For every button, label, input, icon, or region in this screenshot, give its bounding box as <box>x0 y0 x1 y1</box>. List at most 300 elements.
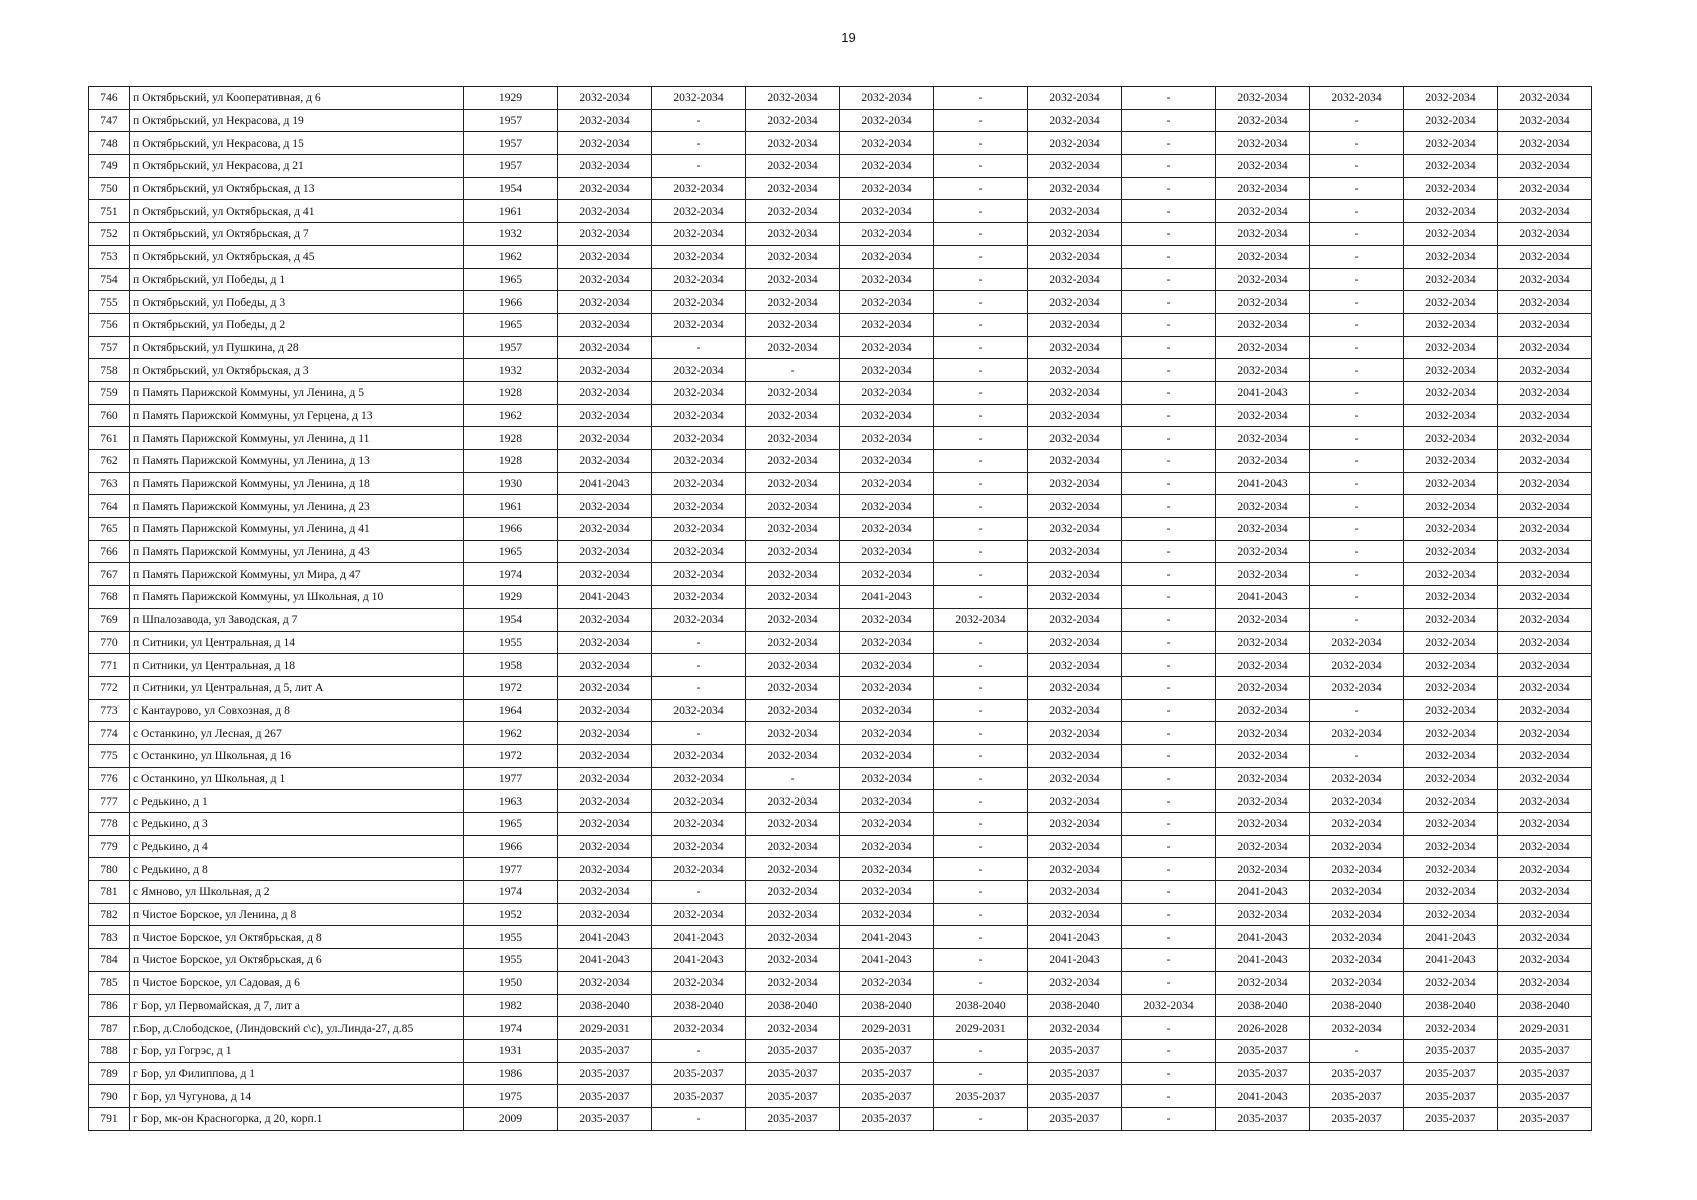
year-cell: 1929 <box>464 586 558 609</box>
period-cell: - <box>934 654 1028 677</box>
period-cell: 2032-2034 <box>558 450 652 473</box>
period-cell: 2032-2034 <box>1310 767 1404 790</box>
period-cell: 2032-2034 <box>746 313 840 336</box>
year-cell: 1977 <box>464 767 558 790</box>
period-cell: 2032-2034 <box>1404 427 1498 450</box>
period-cell: - <box>1122 744 1216 767</box>
period-cell: 2032-2034 <box>1216 518 1310 541</box>
period-cell: 2032-2034 <box>1216 427 1310 450</box>
period-cell: 2026-2028 <box>1216 1017 1310 1040</box>
period-cell: 2032-2034 <box>840 427 934 450</box>
address-cell: п Октябрьский, ул Победы, д 1 <box>130 268 464 291</box>
period-cell: 2032-2034 <box>1028 291 1122 314</box>
period-cell: 2032-2034 <box>1028 427 1122 450</box>
period-cell: 2032-2034 <box>1404 722 1498 745</box>
period-cell: - <box>652 654 746 677</box>
period-cell: - <box>1122 404 1216 427</box>
period-cell: 2035-2037 <box>558 1039 652 1062</box>
period-cell: 2032-2034 <box>746 971 840 994</box>
table-row <box>89 631 1592 654</box>
period-cell: 2032-2034 <box>652 540 746 563</box>
period-cell: 2035-2037 <box>652 1062 746 1085</box>
period-cell: 2032-2034 <box>1498 245 1592 268</box>
period-cell: 2032-2034 <box>746 427 840 450</box>
period-cell: 2032-2034 <box>652 518 746 541</box>
period-cell: - <box>1122 87 1216 110</box>
period-cell: 2035-2037 <box>840 1085 934 1108</box>
period-cell: 2032-2034 <box>746 540 840 563</box>
period-cell: 2032-2034 <box>1498 676 1592 699</box>
period-cell: - <box>934 313 1028 336</box>
period-cell: 2032-2034 <box>840 268 934 291</box>
period-cell: - <box>934 268 1028 291</box>
period-cell: 2032-2034 <box>1310 926 1404 949</box>
period-cell: - <box>1122 608 1216 631</box>
period-cell: 2032-2034 <box>652 268 746 291</box>
period-cell: 2032-2034 <box>1498 336 1592 359</box>
period-cell: 2032-2034 <box>746 1017 840 1040</box>
period-cell: 2032-2034 <box>746 722 840 745</box>
period-cell: 2032-2034 <box>1216 813 1310 836</box>
period-cell: 2029-2031 <box>934 1017 1028 1040</box>
period-cell: 2032-2034 <box>1310 881 1404 904</box>
period-cell: 2032-2034 <box>1498 722 1592 745</box>
period-cell: 2035-2037 <box>1310 1085 1404 1108</box>
period-cell: 2032-2034 <box>746 654 840 677</box>
period-cell: 2032-2034 <box>558 858 652 881</box>
period-cell: 2032-2034 <box>558 313 652 336</box>
period-cell: 2032-2034 <box>840 245 934 268</box>
address-cell: с Редькино, д 1 <box>130 790 464 813</box>
year-cell: 1950 <box>464 971 558 994</box>
table-row <box>89 450 1592 473</box>
period-cell: 2032-2034 <box>746 676 840 699</box>
year-cell: 1962 <box>464 404 558 427</box>
row-number-cell: 780 <box>89 858 130 881</box>
period-cell: 2032-2034 <box>1028 676 1122 699</box>
period-cell: - <box>934 1039 1028 1062</box>
table-row <box>89 608 1592 631</box>
period-cell: - <box>1310 518 1404 541</box>
period-cell: 2032-2034 <box>1310 722 1404 745</box>
address-cell: п Октябрьский, ул Октябрьская, д 41 <box>130 200 464 223</box>
period-cell: - <box>934 676 1028 699</box>
period-cell: 2032-2034 <box>1216 313 1310 336</box>
row-number-cell: 782 <box>89 903 130 926</box>
year-cell: 1974 <box>464 881 558 904</box>
period-cell: - <box>934 790 1028 813</box>
period-cell: - <box>1122 835 1216 858</box>
period-cell: 2038-2040 <box>746 994 840 1017</box>
period-cell: 2032-2034 <box>1404 744 1498 767</box>
period-cell: 2032-2034 <box>1404 654 1498 677</box>
period-cell: 2032-2034 <box>1404 381 1498 404</box>
period-cell: 2035-2037 <box>746 1085 840 1108</box>
period-cell: 2035-2037 <box>746 1039 840 1062</box>
period-cell: 2035-2037 <box>1404 1085 1498 1108</box>
period-cell: 2032-2034 <box>558 87 652 110</box>
period-cell: 2032-2034 <box>1216 608 1310 631</box>
year-cell: 1966 <box>464 518 558 541</box>
period-cell: 2032-2034 <box>1028 472 1122 495</box>
period-cell: 2041-2043 <box>652 949 746 972</box>
table-row <box>89 1062 1592 1085</box>
period-cell: - <box>1122 881 1216 904</box>
period-cell: 2032-2034 <box>840 472 934 495</box>
period-cell: 2035-2037 <box>1028 1085 1122 1108</box>
year-cell: 1930 <box>464 472 558 495</box>
period-cell: - <box>1310 177 1404 200</box>
year-cell: 1964 <box>464 699 558 722</box>
period-cell: 2032-2034 <box>1028 835 1122 858</box>
period-cell: 2032-2034 <box>558 404 652 427</box>
address-cell: п Октябрьский, ул Октябрьская, д 13 <box>130 177 464 200</box>
period-cell: 2032-2034 <box>1404 563 1498 586</box>
period-cell: 2032-2034 <box>746 200 840 223</box>
period-cell: 2041-2043 <box>1404 926 1498 949</box>
period-cell: 2032-2034 <box>558 676 652 699</box>
period-cell: 2032-2034 <box>1310 903 1404 926</box>
period-cell: 2032-2034 <box>1028 381 1122 404</box>
period-cell: 2032-2034 <box>1028 132 1122 155</box>
period-cell: 2032-2034 <box>1216 109 1310 132</box>
period-cell: - <box>1310 359 1404 382</box>
period-cell: - <box>934 1062 1028 1085</box>
period-cell: 2032-2034 <box>652 381 746 404</box>
year-cell: 1974 <box>464 563 558 586</box>
row-number-cell: 785 <box>89 971 130 994</box>
period-cell: 2032-2034 <box>652 291 746 314</box>
table-row <box>89 903 1592 926</box>
period-cell: 2032-2034 <box>652 472 746 495</box>
period-cell: 2038-2040 <box>840 994 934 1017</box>
row-number-cell: 754 <box>89 268 130 291</box>
period-cell: 2032-2034 <box>558 155 652 178</box>
period-cell: 2032-2034 <box>1028 563 1122 586</box>
table-row <box>89 359 1592 382</box>
period-cell: 2032-2034 <box>1028 858 1122 881</box>
period-cell: 2032-2034 <box>1216 200 1310 223</box>
address-cell: п Память Парижской Коммуны, ул Ленина, д 13 <box>130 450 464 473</box>
row-number-cell: 771 <box>89 654 130 677</box>
period-cell: 2032-2034 <box>1498 223 1592 246</box>
address-cell: п Память Парижской Коммуны, ул Ленина, д 5 <box>130 381 464 404</box>
period-cell: 2032-2034 <box>746 472 840 495</box>
period-cell: 2032-2034 <box>746 450 840 473</box>
period-cell: 2032-2034 <box>652 699 746 722</box>
period-cell: 2032-2034 <box>840 654 934 677</box>
table-row <box>89 540 1592 563</box>
period-cell: - <box>1122 926 1216 949</box>
period-cell: 2032-2034 <box>1028 177 1122 200</box>
address-cell: с Редькино, д 3 <box>130 813 464 836</box>
period-cell: 2035-2037 <box>1498 1107 1592 1130</box>
period-cell: 2041-2043 <box>840 586 934 609</box>
year-cell: 1961 <box>464 495 558 518</box>
period-cell: - <box>1310 291 1404 314</box>
period-cell: 2038-2040 <box>652 994 746 1017</box>
period-cell: 2032-2034 <box>1404 813 1498 836</box>
period-cell: 2032-2034 <box>652 87 746 110</box>
period-cell: 2032-2034 <box>558 881 652 904</box>
period-cell: 2041-2043 <box>558 586 652 609</box>
period-cell: 2032-2034 <box>1310 835 1404 858</box>
table-row <box>89 177 1592 200</box>
period-cell: 2029-2031 <box>558 1017 652 1040</box>
period-cell: 2032-2034 <box>558 359 652 382</box>
period-cell: - <box>652 336 746 359</box>
period-cell: 2035-2037 <box>1498 1085 1592 1108</box>
table-row <box>89 858 1592 881</box>
period-cell: - <box>934 971 1028 994</box>
period-cell: - <box>1310 268 1404 291</box>
period-cell: - <box>934 87 1028 110</box>
period-cell: 2032-2034 <box>1216 404 1310 427</box>
period-cell: 2032-2034 <box>1404 109 1498 132</box>
address-cell: п Октябрьский, ул Октябрьская, д 7 <box>130 223 464 246</box>
period-cell: 2032-2034 <box>1028 586 1122 609</box>
year-cell: 1977 <box>464 858 558 881</box>
period-cell: - <box>934 926 1028 949</box>
period-cell: 2032-2034 <box>1404 336 1498 359</box>
period-cell: 2032-2034 <box>1028 87 1122 110</box>
period-cell: 2032-2034 <box>1310 87 1404 110</box>
period-cell: 2032-2034 <box>1404 790 1498 813</box>
row-number-cell: 761 <box>89 427 130 450</box>
period-cell: - <box>1310 109 1404 132</box>
period-cell: 2032-2034 <box>1310 676 1404 699</box>
period-cell: 2032-2034 <box>840 790 934 813</box>
period-cell: 2032-2034 <box>1498 790 1592 813</box>
address-cell: п Шпалозавода, ул Заводская, д 7 <box>130 608 464 631</box>
period-cell: 2032-2034 <box>652 359 746 382</box>
period-cell: 2032-2034 <box>1404 450 1498 473</box>
period-cell: 2032-2034 <box>1404 268 1498 291</box>
period-cell: - <box>1122 336 1216 359</box>
period-cell: 2032-2034 <box>1028 540 1122 563</box>
period-cell: 2032-2034 <box>1310 790 1404 813</box>
period-cell: 2032-2034 <box>1310 631 1404 654</box>
period-cell: 2032-2034 <box>558 699 652 722</box>
year-cell: 1965 <box>464 813 558 836</box>
address-cell: п Октябрьский, ул Некрасова, д 15 <box>130 132 464 155</box>
period-cell: - <box>934 200 1028 223</box>
row-number-cell: 756 <box>89 313 130 336</box>
row-number-cell: 784 <box>89 949 130 972</box>
year-cell: 1972 <box>464 744 558 767</box>
period-cell: 2032-2034 <box>840 359 934 382</box>
period-cell: 2032-2034 <box>1216 903 1310 926</box>
table-row <box>89 427 1592 450</box>
period-cell: 2032-2034 <box>1216 744 1310 767</box>
address-cell: п Октябрьский, ул Некрасова, д 19 <box>130 109 464 132</box>
period-cell: 2032-2034 <box>840 835 934 858</box>
period-cell: 2032-2034 <box>840 177 934 200</box>
period-cell: 2035-2037 <box>652 1085 746 1108</box>
period-cell: 2032-2034 <box>652 903 746 926</box>
period-cell: 2032-2034 <box>840 903 934 926</box>
table-row <box>89 495 1592 518</box>
period-cell: 2032-2034 <box>746 858 840 881</box>
period-cell: 2032-2034 <box>746 926 840 949</box>
period-cell: 2032-2034 <box>1498 586 1592 609</box>
period-cell: 2032-2034 <box>746 744 840 767</box>
period-cell: 2032-2034 <box>1498 540 1592 563</box>
period-cell: 2032-2034 <box>1404 608 1498 631</box>
period-cell: 2032-2034 <box>746 699 840 722</box>
period-cell: 2032-2034 <box>1028 268 1122 291</box>
period-cell: - <box>1122 813 1216 836</box>
period-cell: - <box>1122 540 1216 563</box>
table-row <box>89 994 1592 1017</box>
period-cell: 2032-2034 <box>840 722 934 745</box>
address-cell: п Ситники, ул Центральная, д 14 <box>130 631 464 654</box>
period-cell: - <box>1122 699 1216 722</box>
row-number-cell: 764 <box>89 495 130 518</box>
period-cell: 2032-2034 <box>1028 109 1122 132</box>
period-cell: 2032-2034 <box>652 563 746 586</box>
period-cell: 2035-2037 <box>1404 1039 1498 1062</box>
year-cell: 1972 <box>464 676 558 699</box>
period-cell: 2035-2037 <box>746 1062 840 1085</box>
period-cell: 2032-2034 <box>1498 971 1592 994</box>
row-number-cell: 748 <box>89 132 130 155</box>
period-cell: - <box>1310 450 1404 473</box>
period-cell: 2035-2037 <box>558 1062 652 1085</box>
period-cell: 2041-2043 <box>840 926 934 949</box>
period-cell: 2032-2034 <box>1404 472 1498 495</box>
address-cell: п Октябрьский, ул Кооперативная, д 6 <box>130 87 464 110</box>
period-cell: - <box>934 132 1028 155</box>
period-cell: 2032-2034 <box>840 109 934 132</box>
table-row <box>89 926 1592 949</box>
period-cell: 2032-2034 <box>1498 155 1592 178</box>
period-cell: 2032-2034 <box>1028 336 1122 359</box>
table-row <box>89 744 1592 767</box>
table-row <box>89 835 1592 858</box>
period-cell: 2032-2034 <box>1404 223 1498 246</box>
period-cell: 2032-2034 <box>1028 744 1122 767</box>
year-cell: 1955 <box>464 926 558 949</box>
period-cell: 2032-2034 <box>840 495 934 518</box>
period-cell: - <box>1122 722 1216 745</box>
table-row <box>89 268 1592 291</box>
period-cell: - <box>1310 744 1404 767</box>
period-cell: - <box>1122 767 1216 790</box>
row-number-cell: 750 <box>89 177 130 200</box>
period-cell: 2032-2034 <box>1498 132 1592 155</box>
period-cell: 2032-2034 <box>1216 450 1310 473</box>
address-cell: с Редькино, д 4 <box>130 835 464 858</box>
period-cell: 2029-2031 <box>1498 1017 1592 1040</box>
period-cell: 2032-2034 <box>840 87 934 110</box>
period-cell: 2035-2037 <box>1216 1107 1310 1130</box>
row-number-cell: 746 <box>89 87 130 110</box>
period-cell: 2032-2034 <box>652 835 746 858</box>
period-cell: - <box>1122 1039 1216 1062</box>
table-row <box>89 109 1592 132</box>
period-cell: 2041-2043 <box>1216 381 1310 404</box>
period-cell: 2032-2034 <box>652 971 746 994</box>
period-cell: - <box>1310 586 1404 609</box>
address-cell: п Память Парижской Коммуны, ул Школьная, д 10 <box>130 586 464 609</box>
period-cell: 2032-2034 <box>558 109 652 132</box>
period-cell: 2032-2034 <box>746 109 840 132</box>
address-cell: с Останкино, ул Школьная, д 16 <box>130 744 464 767</box>
period-cell: 2032-2034 <box>652 223 746 246</box>
period-cell: 2032-2034 <box>1404 881 1498 904</box>
row-number-cell: 775 <box>89 744 130 767</box>
period-cell: - <box>1122 790 1216 813</box>
table-row <box>89 1017 1592 1040</box>
period-cell: 2032-2034 <box>1498 767 1592 790</box>
period-cell: 2032-2034 <box>652 200 746 223</box>
period-cell: 2035-2037 <box>1404 1062 1498 1085</box>
row-number-cell: 768 <box>89 586 130 609</box>
period-cell: - <box>1310 155 1404 178</box>
period-cell: - <box>934 291 1028 314</box>
address-cell: п Ситники, ул Центральная, д 18 <box>130 654 464 677</box>
period-cell: 2032-2034 <box>840 381 934 404</box>
row-number-cell: 778 <box>89 813 130 836</box>
period-cell: 2032-2034 <box>746 404 840 427</box>
period-cell: 2035-2037 <box>934 1085 1028 1108</box>
period-cell: 2032-2034 <box>746 155 840 178</box>
year-cell: 1932 <box>464 359 558 382</box>
period-cell: 2038-2040 <box>934 994 1028 1017</box>
period-cell: 2035-2037 <box>1310 1107 1404 1130</box>
period-cell: - <box>934 903 1028 926</box>
period-cell: 2032-2034 <box>558 722 652 745</box>
period-cell: - <box>1310 381 1404 404</box>
address-cell: с Редькино, д 8 <box>130 858 464 881</box>
address-cell: п Чистое Борское, ул Октябрьская, д 8 <box>130 926 464 949</box>
period-cell: 2032-2034 <box>1216 336 1310 359</box>
row-number-cell: 753 <box>89 245 130 268</box>
period-cell: 2032-2034 <box>1498 495 1592 518</box>
period-cell: 2035-2037 <box>1028 1107 1122 1130</box>
period-cell: 2032-2034 <box>1216 155 1310 178</box>
period-cell: 2032-2034 <box>1216 722 1310 745</box>
period-cell: 2032-2034 <box>652 767 746 790</box>
period-cell: 2041-2043 <box>652 926 746 949</box>
period-cell: 2032-2034 <box>1404 404 1498 427</box>
period-cell: 2032-2034 <box>558 291 652 314</box>
table-row <box>89 767 1592 790</box>
period-cell: 2038-2040 <box>1028 994 1122 1017</box>
address-cell: п Память Парижской Коммуны, ул Ленина, д 18 <box>130 472 464 495</box>
period-cell: 2032-2034 <box>840 858 934 881</box>
period-cell: 2032-2034 <box>1498 450 1592 473</box>
period-cell: 2032-2034 <box>746 835 840 858</box>
period-cell: 2035-2037 <box>1216 1062 1310 1085</box>
period-cell: 2029-2031 <box>840 1017 934 1040</box>
period-cell: - <box>1122 1062 1216 1085</box>
period-cell: 2032-2034 <box>746 268 840 291</box>
period-cell: 2032-2034 <box>652 495 746 518</box>
year-cell: 1962 <box>464 245 558 268</box>
year-cell: 1961 <box>464 200 558 223</box>
period-cell: - <box>1122 858 1216 881</box>
period-cell: 2032-2034 <box>746 949 840 972</box>
period-cell: - <box>934 722 1028 745</box>
year-cell: 1928 <box>464 381 558 404</box>
period-cell: 2035-2037 <box>1404 1107 1498 1130</box>
period-cell: - <box>1310 427 1404 450</box>
period-cell: - <box>652 1107 746 1130</box>
period-cell: 2032-2034 <box>746 177 840 200</box>
period-cell: - <box>1310 540 1404 563</box>
